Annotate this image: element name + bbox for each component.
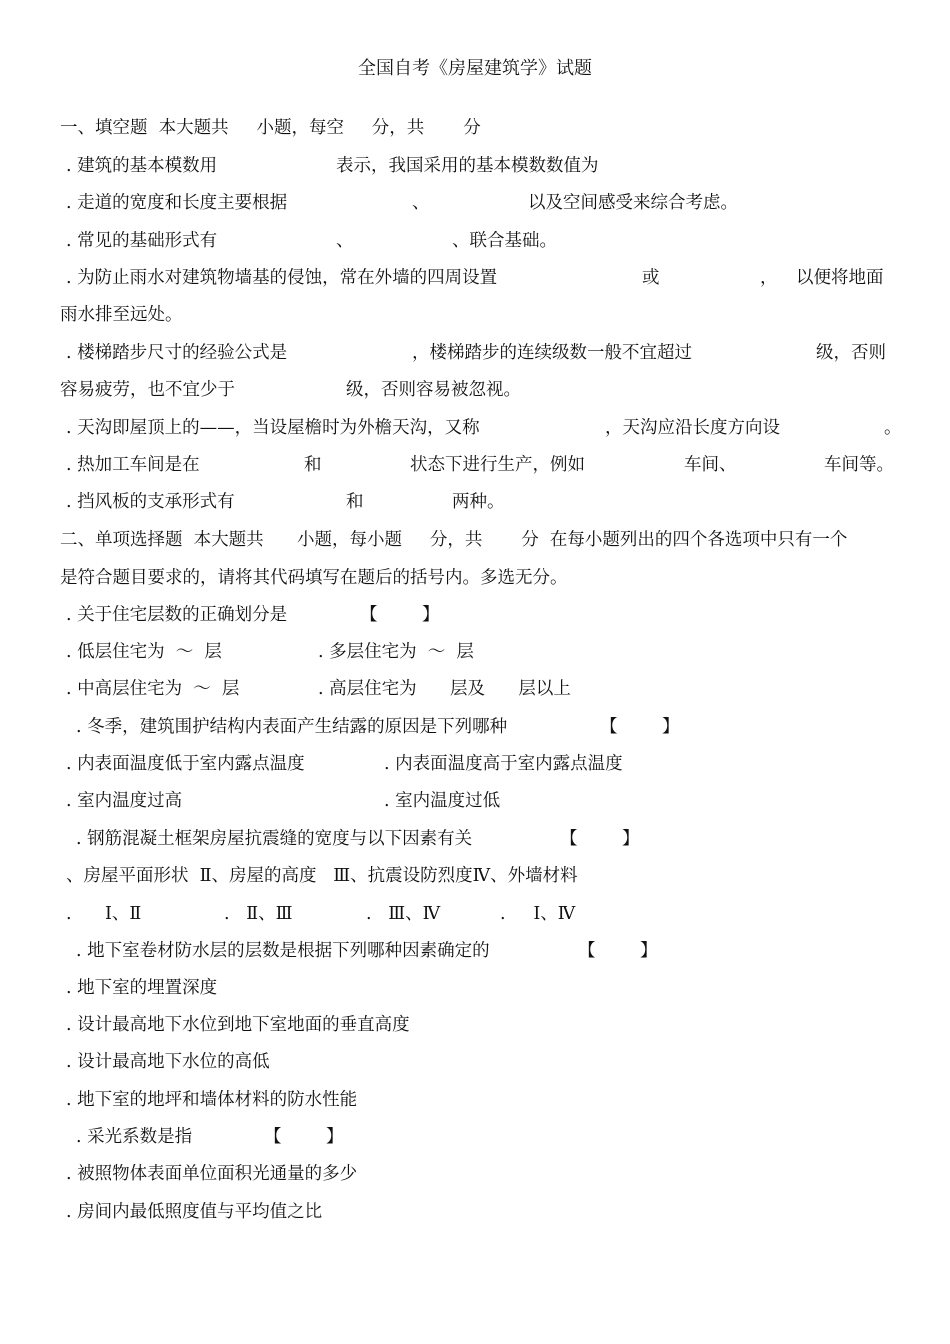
s2-q1-bracket: 【 】: [360, 605, 440, 625]
s1-q1-part2: 表示，我国采用的基本模数数值为: [336, 156, 599, 176]
s1-q5-cont1: 容易疲劳，也不宜少于: [60, 380, 235, 400]
s1-q3-part3: 、联合基础。: [452, 231, 557, 251]
s2-q5-option-b: . 房间内最低照度值与平均值之比: [66, 1202, 323, 1222]
s2-q2-option-c: . 室内温度过高: [66, 791, 183, 811]
s2-q1-option-d: . 高层住宅为 层及 层以上: [318, 679, 571, 699]
s2-q4-option-b: . 设计最高地下水位到地下室地面的垂直高度: [66, 1015, 410, 1035]
s1-q2-part2: 、: [412, 193, 430, 213]
s2-q3-stem: . 钢筋混凝土框架房屋抗震缝的宽度与以下因素有关: [76, 829, 473, 849]
s2-q5-option-a: . 被照物体表面单位面积光通量的多少: [66, 1164, 358, 1184]
s1-q8-part3: 两种。: [452, 492, 505, 512]
s1-q8-part1: . 挡风板的支承形式有: [66, 492, 235, 512]
s1-q4-part1: . 为防止雨水对建筑物墙基的侵蚀，常在外墙的四周设置: [66, 268, 498, 288]
s1-q6-part3: 。: [884, 418, 902, 438]
s2-q3-option-a: . Ⅰ、Ⅱ: [66, 904, 142, 924]
s2-q2-stem: . 冬季，建筑围护结构内表面产生结露的原因是下列哪种: [76, 717, 508, 737]
s2-q5-bracket: 【 】: [264, 1127, 344, 1147]
s2-q3-factors: 、房屋平面形状 Ⅱ、房屋的高度 Ⅲ、抗震设防烈度Ⅳ、外墙材料: [66, 866, 578, 886]
page-title: 全国自考《房屋建筑学》试题: [358, 58, 592, 79]
s1-q2-part3: 以及空间感受来综合考虑。: [528, 193, 738, 213]
s1-q5-cont2: 级，否则容易被忽视。: [346, 380, 521, 400]
s1-q3-part1: . 常见的基础形式有: [66, 231, 218, 251]
s2-q3-option-d: . Ⅰ、Ⅳ: [500, 904, 576, 924]
s1-q4-part3: ，: [760, 268, 778, 288]
s1-q6-part1: . 天沟即屋顶上的——，当设屋檐时为外檐天沟，又称: [66, 418, 480, 438]
s2-q1-option-b: . 多层住宅为 ～ 层: [318, 642, 474, 662]
s1-q5-part2: ，楼梯踏步的连续级数一般不宜超过: [412, 343, 692, 363]
s1-q4-cont: 雨水排至远处。: [60, 305, 183, 325]
s2-q2-bracket: 【 】: [600, 717, 680, 737]
s1-q2-part1: . 走道的宽度和长度主要根据: [66, 193, 288, 213]
s1-q6-part2: ，天沟应沿长度方向设: [605, 418, 780, 438]
s1-q7-part1: . 热加工车间是在: [66, 455, 200, 475]
section1-heading: 一、填空题 本大题共 小题，每空 分，共 分: [60, 118, 481, 138]
s2-q4-stem: . 地下室卷材防水层的层数是根据下列哪种因素确定的: [76, 941, 490, 961]
s2-q4-option-d: . 地下室的地坪和墙体材料的防水性能: [66, 1090, 358, 1110]
s2-q4-bracket: 【 】: [578, 941, 658, 961]
s1-q8-part2: 和: [346, 492, 364, 512]
s2-q2-option-b: . 内表面温度高于室内露点温度: [384, 754, 623, 774]
s2-q4-option-c: . 设计最高地下水位的高低: [66, 1052, 270, 1072]
s2-q1-stem: . 关于住宅层数的正确划分是: [66, 605, 288, 625]
s1-q7-part2: 和: [304, 455, 322, 475]
s2-q1-option-c: . 中高层住宅为 ～ 层: [66, 679, 240, 699]
s2-q2-option-a: . 内表面温度低于室内露点温度: [66, 754, 305, 774]
s1-q7-part4: 车间、: [684, 455, 737, 475]
s2-q5-stem: . 采光系数是指: [76, 1127, 193, 1147]
s2-q3-option-b: . Ⅱ、Ⅲ: [224, 904, 293, 924]
s2-q1-option-a: . 低层住宅为 ～ 层: [66, 642, 222, 662]
s2-q3-option-c: . Ⅲ、Ⅳ: [366, 904, 441, 924]
s1-q5-part1: . 楼梯踏步尺寸的经验公式是: [66, 343, 288, 363]
s1-q7-part3: 状态下进行生产，例如: [410, 455, 585, 475]
s1-q4-part4: 以便将地面: [796, 268, 884, 288]
s1-q7-part5: 车间等。: [824, 455, 894, 475]
s2-q2-option-d: . 室内温度过低: [384, 791, 501, 811]
section2-heading-cont: 是符合题目要求的，请将其代码填写在题后的括号内。多选无分。: [60, 568, 568, 588]
s1-q3-part2: 、: [336, 231, 354, 251]
s2-q3-bracket: 【 】: [560, 829, 640, 849]
s1-q4-part2: 或: [642, 268, 660, 288]
s1-q5-part3: 级，否则: [816, 343, 886, 363]
section2-heading: 二、单项选择题 本大题共 小题，每小题 分，共 分 在每小题列出的四个各选项中只有一个: [60, 530, 848, 550]
s2-q4-option-a: . 地下室的埋置深度: [66, 978, 218, 998]
s1-q1-part1: . 建筑的基本模数用: [66, 156, 218, 176]
